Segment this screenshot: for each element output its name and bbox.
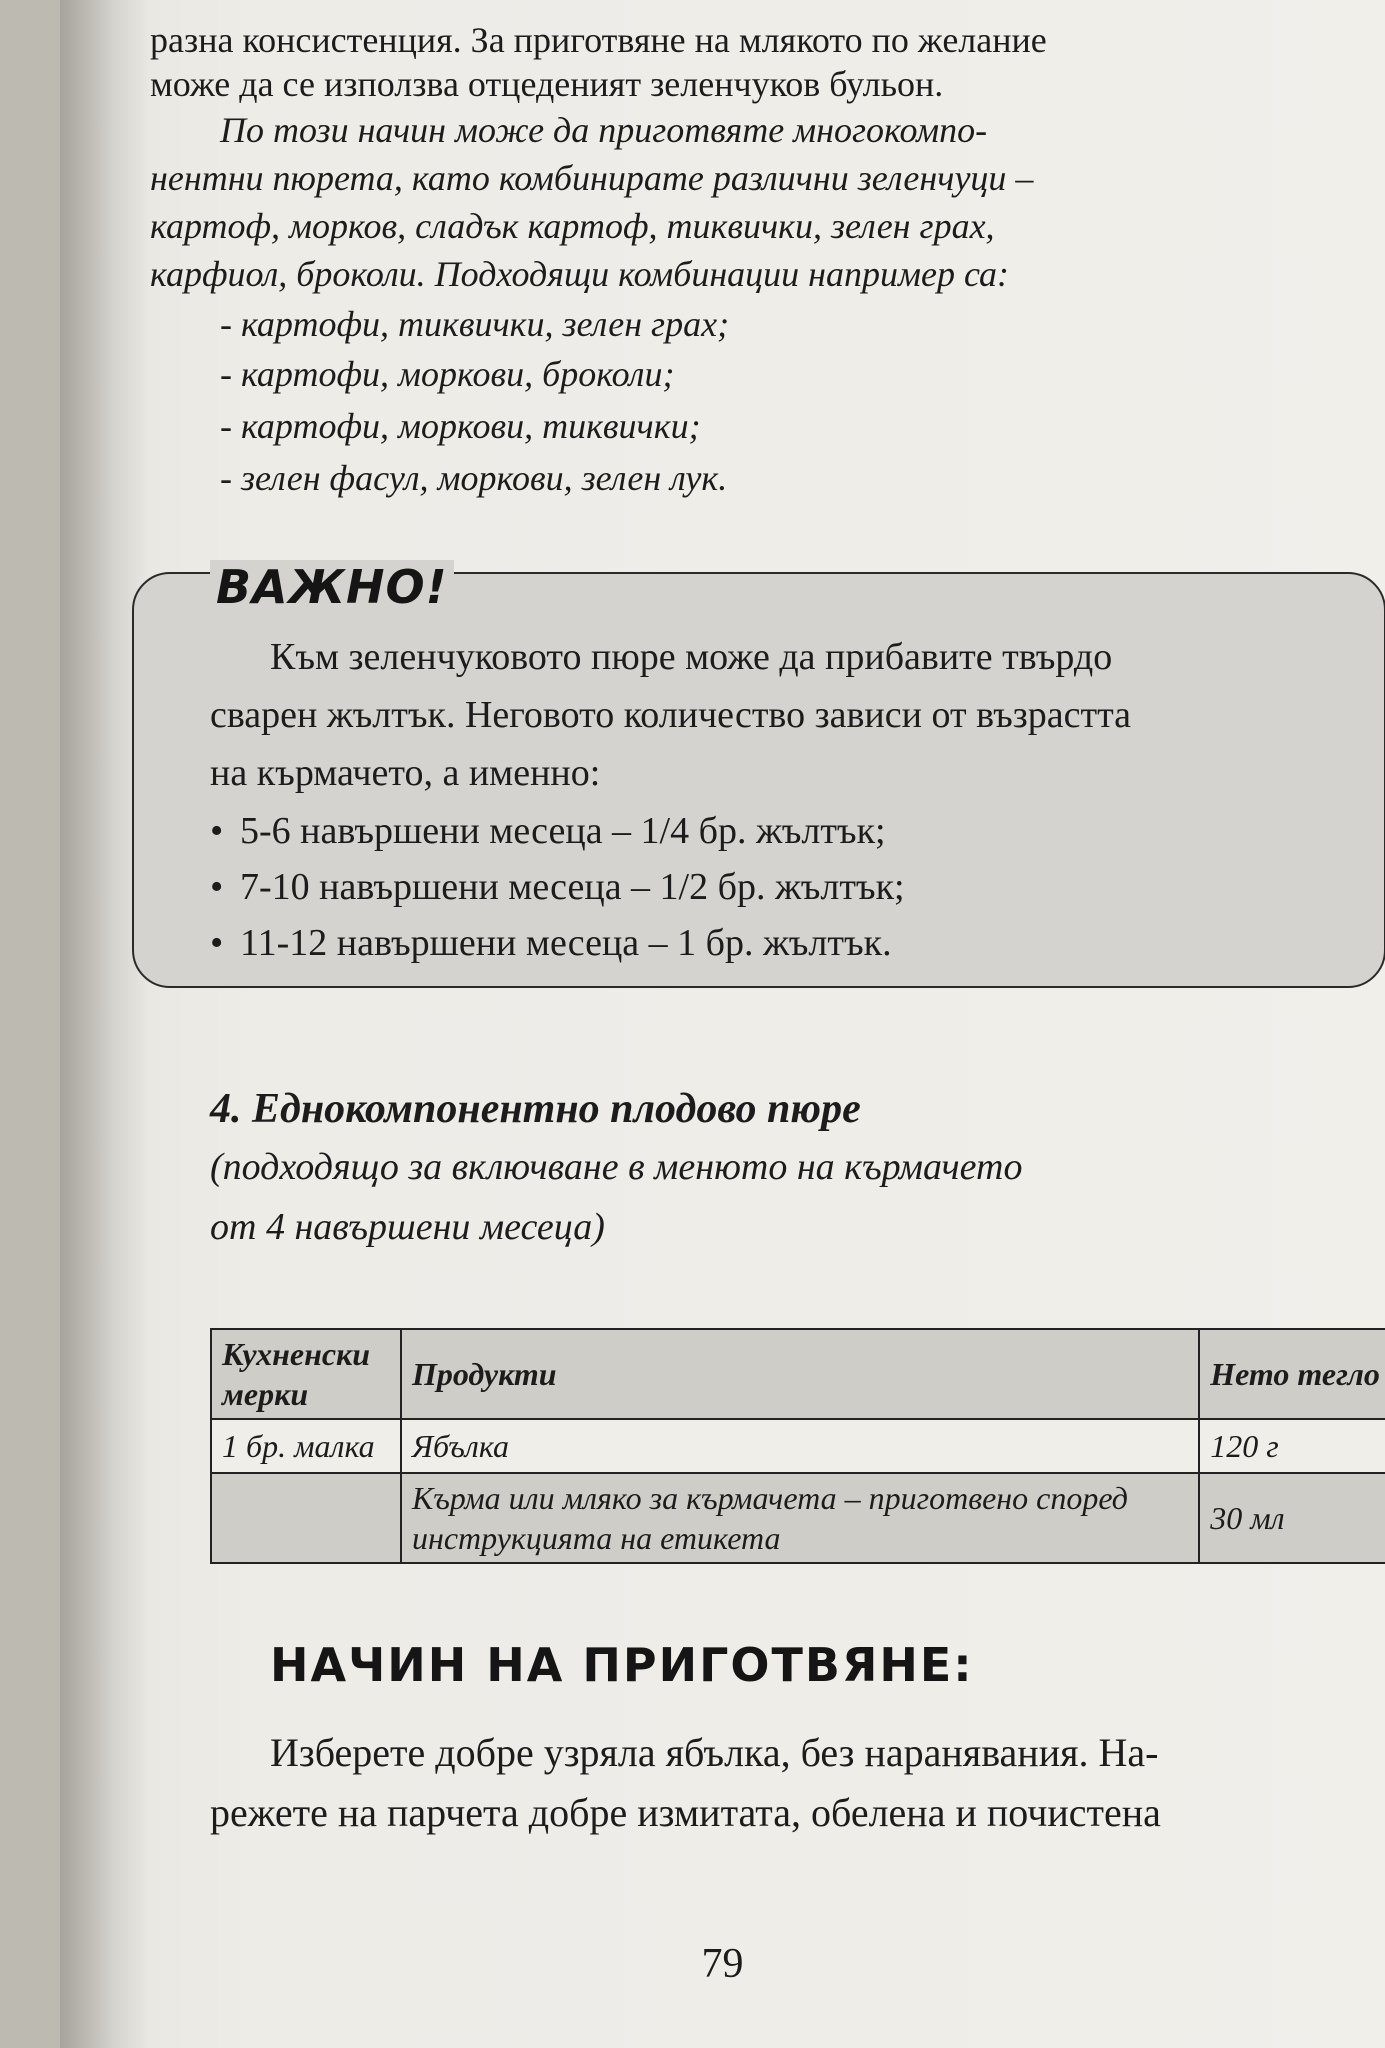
header-products: Продукти (401, 1329, 1199, 1419)
method-line-1: Изберете добре узряла ябълка, без наранявания. На- (270, 1730, 1159, 1775)
combo-item-3: - картофи, моркови, тиквички; (220, 406, 701, 446)
bullet-dot-icon: • (210, 922, 224, 964)
method-heading: НАЧИН НА ПРИГОТВЯНЕ: (270, 1638, 974, 1692)
important-line-3: на кърмачето, а именно: (210, 752, 601, 794)
header-net-weight: Нето тегло (1199, 1329, 1385, 1419)
table-header-row (211, 1329, 1385, 1419)
cell-weight: 120 г (1199, 1419, 1385, 1473)
combo-item-4: - зелен фасул, моркови, зелен лук. (220, 458, 728, 498)
section-subtitle-1: (подходящо за включване в менюто на кърмачето (210, 1146, 1023, 1188)
intro-line-2: може да се използва отцеденият зеленчуков бульон. (150, 64, 944, 104)
table-row (211, 1419, 1385, 1473)
cell-measure: 1 бр. малка (211, 1419, 401, 1473)
combos-line-4: карфиол, броколи. Подходящи комбинации например са: (150, 254, 1010, 294)
important-title: ВАЖНО! (210, 560, 454, 614)
important-line-2: сварен жълтък. Неговото количество зависи от възрастта (210, 694, 1131, 736)
cell-weight: 30 мл (1199, 1473, 1385, 1563)
section-subtitle-2: от 4 навършени месеца) (210, 1206, 605, 1248)
bullet-dot-icon: • (210, 866, 224, 908)
intro-line-1: разна консистенция. За приготвяне на млякото по желание (150, 20, 1047, 60)
important-line-1: Към зеленчуковото пюре може да прибавите твърдо (270, 636, 1113, 678)
combo-item-1: - картофи, тиквички, зелен грах; (220, 304, 730, 344)
bullet-dot-icon: • (210, 810, 224, 852)
important-bullet-3: 11-12 навършени месеца – 1 бр. жълтък. (240, 922, 892, 964)
spine-shadow (60, 0, 150, 2048)
section-heading: 4. Еднокомпонентно плодово пюре (210, 1086, 861, 1132)
combos-line-2: нентни пюрета, като комбинирате различни зеленчуци – (150, 158, 1034, 198)
table-row (211, 1473, 1385, 1563)
cell-product: Кърма или мляко за кърмачета – приготвено според инструкцията на етикета (401, 1473, 1199, 1563)
book-page (60, 0, 1385, 2048)
combo-item-2: - картофи, моркови, броколи; (220, 354, 675, 394)
combos-line-3: картоф, морков, сладък картоф, тиквички, зелен грах, (150, 206, 995, 246)
method-line-2: режете на парчета добре измитата, обелена и почистена (210, 1790, 1161, 1835)
page-number: 79 (701, 1941, 744, 1987)
important-bullet-1: 5-6 навършени месеца – 1/4 бр. жълтък; (240, 810, 886, 852)
cell-measure (211, 1473, 401, 1563)
cell-product: Ябълка (401, 1419, 1199, 1473)
important-bullet-2: 7-10 навършени месеца – 1/2 бр. жълтък; (240, 866, 905, 908)
header-measures: Кухненски мерки (211, 1329, 401, 1419)
combos-line-1: По този начин може да приготвяте многокомпо- (220, 110, 988, 150)
ingredients-table (210, 1328, 1385, 1564)
